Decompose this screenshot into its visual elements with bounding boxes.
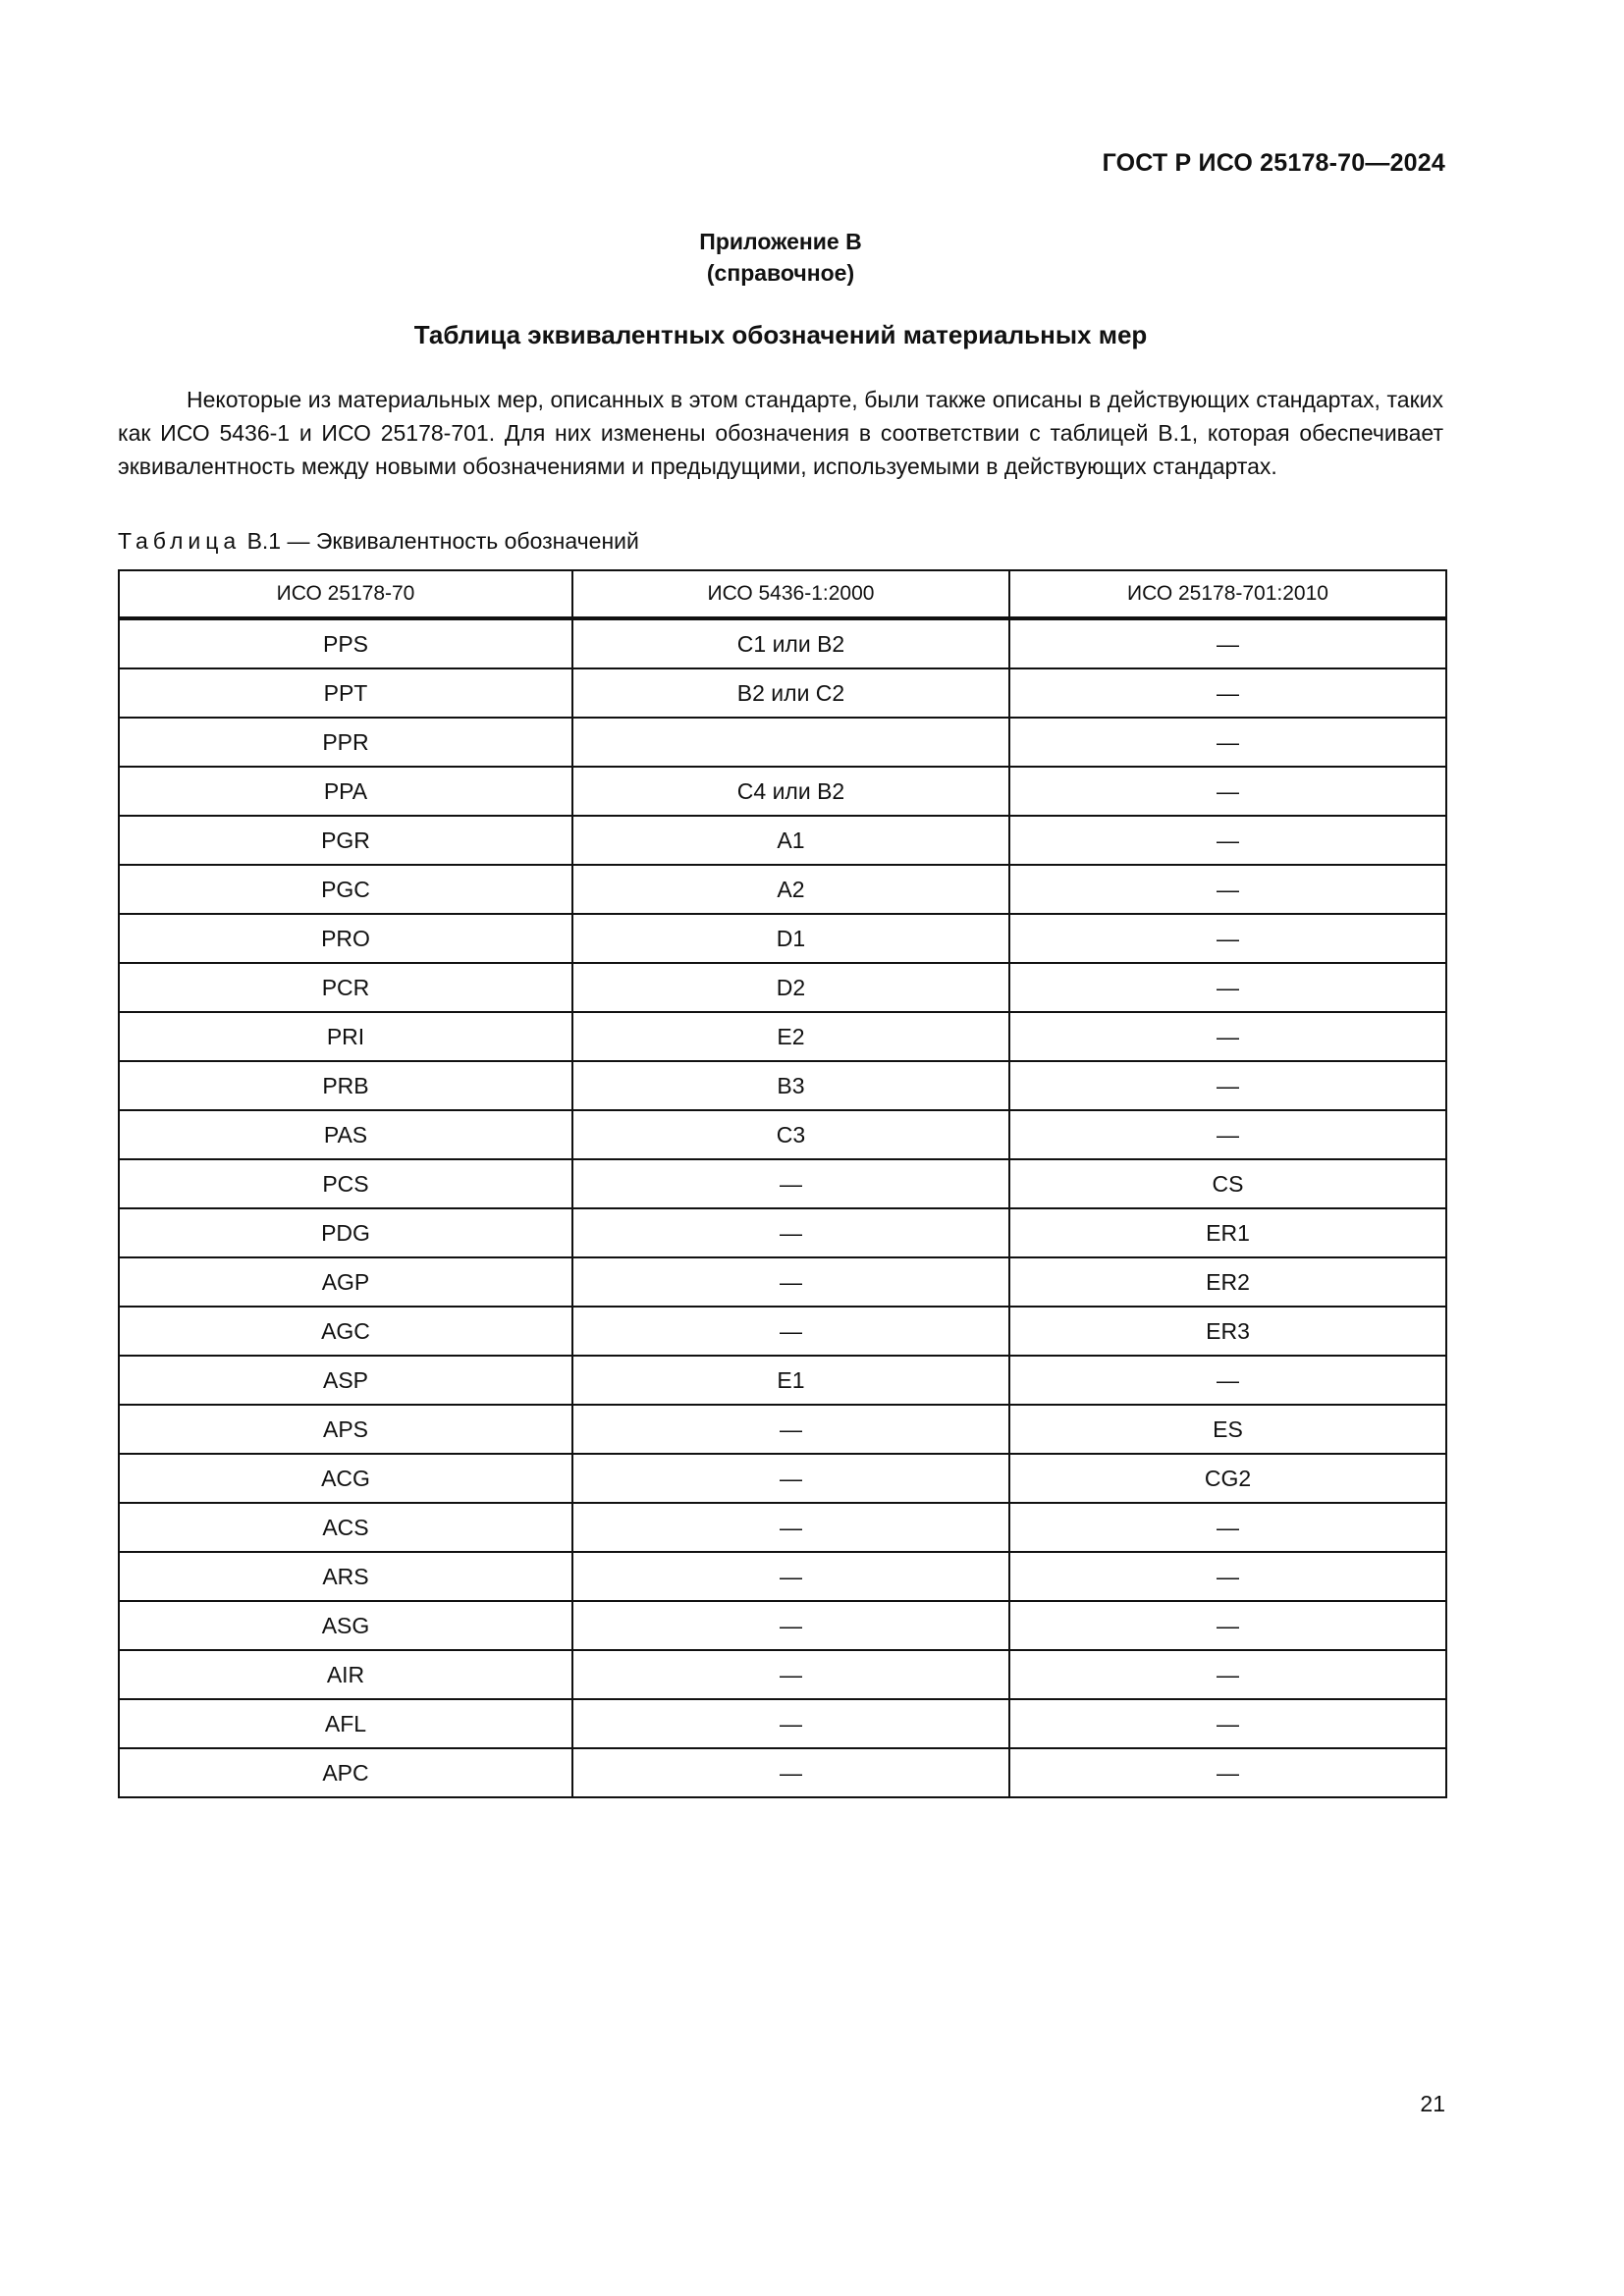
table-row (119, 1307, 1446, 1356)
table-cell: — (572, 1748, 1009, 1797)
table-cell: — (1009, 1012, 1446, 1061)
table-cell: PPS (119, 618, 572, 668)
table-cell: C3 (572, 1110, 1009, 1159)
document-code: ГОСТ Р ИСО 25178-70—2024 (1102, 149, 1445, 177)
table-cell: AGC (119, 1307, 572, 1356)
table-cell: D2 (572, 963, 1009, 1012)
table-caption-text: В.1 — Эквивалентность обозначений (241, 528, 639, 554)
table-cell: E1 (572, 1356, 1009, 1405)
table-caption-word: Таблица (118, 528, 242, 554)
table-cell: A1 (572, 816, 1009, 865)
table-cell: A2 (572, 865, 1009, 914)
table-row (119, 718, 1446, 767)
table-cell: ACG (119, 1454, 572, 1503)
table-cell: — (1009, 1356, 1446, 1405)
table-cell: ASP (119, 1356, 572, 1405)
table-cell: — (1009, 1503, 1446, 1552)
table-cell: PCR (119, 963, 572, 1012)
table-cell: — (572, 1208, 1009, 1257)
table-row (119, 618, 1446, 668)
table-cell: — (572, 1307, 1009, 1356)
table-cell: AFL (119, 1699, 572, 1748)
table-row (119, 668, 1446, 718)
table-cell: ER3 (1009, 1307, 1446, 1356)
table-cell: ER2 (1009, 1257, 1446, 1307)
header-cell-iso-25178-70: ИСО 25178-70 (119, 570, 572, 618)
section-title: Таблица эквивалентных обозначений материальных мер (413, 320, 1148, 349)
header-cell-iso-5436-1: ИСО 5436-1:2000 (572, 570, 1009, 618)
table-cell: PPA (119, 767, 572, 816)
table-row (119, 1748, 1446, 1797)
table-cell: — (572, 1405, 1009, 1454)
table-row (119, 1110, 1446, 1159)
table-row (119, 1159, 1446, 1208)
page-number: 21 (1420, 2091, 1445, 2116)
annex-title: Приложение В (699, 229, 862, 254)
table-row (119, 914, 1446, 963)
table-cell (572, 718, 1009, 767)
table-cell: PAS (119, 1110, 572, 1159)
table-cell: CG2 (1009, 1454, 1446, 1503)
table-body (119, 618, 1446, 1797)
table-cell: E2 (572, 1012, 1009, 1061)
table-cell: — (572, 1257, 1009, 1307)
table-header-row (119, 570, 1446, 618)
table-row (119, 1454, 1446, 1503)
table-cell: — (572, 1159, 1009, 1208)
table-cell: ASG (119, 1601, 572, 1650)
table-cell: — (572, 1552, 1009, 1601)
header-cell-iso-25178-701: ИСО 25178-701:2010 (1009, 570, 1446, 618)
table-cell: AIR (119, 1650, 572, 1699)
table-row (119, 1061, 1446, 1110)
table-cell: — (1009, 1552, 1446, 1601)
table-row (119, 865, 1446, 914)
table-row (119, 963, 1446, 1012)
table-cell: B2 или C2 (572, 668, 1009, 718)
table-cell: — (1009, 963, 1446, 1012)
table-cell: PRO (119, 914, 572, 963)
table-cell: APS (119, 1405, 572, 1454)
table-cell: — (572, 1503, 1009, 1552)
table-cell: ACS (119, 1503, 572, 1552)
annex-heading (0, 226, 1561, 289)
table-cell: — (572, 1454, 1009, 1503)
table-cell: PGR (119, 816, 572, 865)
table-cell: — (1009, 1110, 1446, 1159)
table-cell: PRB (119, 1061, 572, 1110)
equivalence-table (118, 569, 1447, 1798)
table-row (119, 1012, 1446, 1061)
table-cell: D1 (572, 914, 1009, 963)
table-cell: — (1009, 1699, 1446, 1748)
table-row (119, 1552, 1446, 1601)
table-cell: ARS (119, 1552, 572, 1601)
table-cell: PPR (119, 718, 572, 767)
table-caption (118, 528, 639, 555)
table-cell: AGP (119, 1257, 572, 1307)
table-cell: — (1009, 865, 1446, 914)
table-row (119, 1405, 1446, 1454)
table-cell: ER1 (1009, 1208, 1446, 1257)
table-cell: PPT (119, 668, 572, 718)
table-cell: B3 (572, 1061, 1009, 1110)
table-cell: — (1009, 618, 1446, 668)
intro-paragraph: Некоторые из материальных мер, описанных в этом стандарте, были также описаны в действующих стандартах, таких как ИСО 5436-1 и ИСО 25178-701. Для них изменены обозначения в соответствии с таблицей В.1, которая обеспечивает эквивалентность между новыми обозначениями и предыдущими, используемыми в действующих стандартах. (118, 387, 1443, 479)
table-cell: — (1009, 1601, 1446, 1650)
table-cell: — (1009, 1650, 1446, 1699)
table-row (119, 1699, 1446, 1748)
table-cell: — (1009, 816, 1446, 865)
table-row (119, 767, 1446, 816)
table-cell: — (572, 1650, 1009, 1699)
table-cell: PGC (119, 865, 572, 914)
table-cell: — (1009, 718, 1446, 767)
table-row (119, 1601, 1446, 1650)
annex-subtitle: (справочное) (706, 260, 855, 286)
table-row (119, 1650, 1446, 1699)
table-row (119, 1503, 1446, 1552)
table-cell: — (1009, 767, 1446, 816)
table-row (119, 1356, 1446, 1405)
table-cell: — (1009, 1061, 1446, 1110)
table-cell: — (1009, 1748, 1446, 1797)
table-cell: — (572, 1601, 1009, 1650)
table-cell: C4 или B2 (572, 767, 1009, 816)
table-cell: PDG (119, 1208, 572, 1257)
table-cell: APC (119, 1748, 572, 1797)
table-cell: — (572, 1699, 1009, 1748)
table-cell: PRI (119, 1012, 572, 1061)
table-cell: PCS (119, 1159, 572, 1208)
table-cell: ES (1009, 1405, 1446, 1454)
table-row (119, 816, 1446, 865)
table-cell: CS (1009, 1159, 1446, 1208)
table-cell: C1 или B2 (572, 618, 1009, 668)
table-row (119, 1208, 1446, 1257)
table-cell: — (1009, 914, 1446, 963)
table-row (119, 1257, 1446, 1307)
table-cell: — (1009, 668, 1446, 718)
